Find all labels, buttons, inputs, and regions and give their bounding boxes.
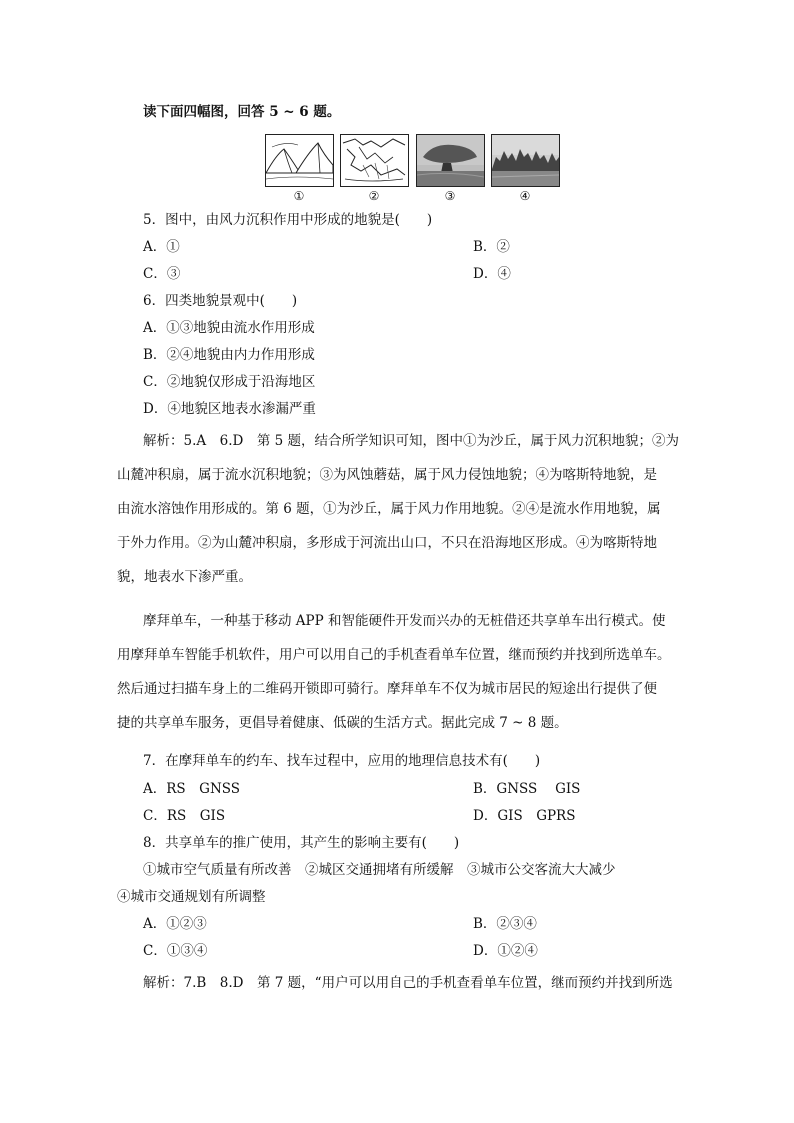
figure-1-sand-dunes bbox=[265, 134, 334, 187]
q6-option-b: B．②④地貌由内力作用形成 bbox=[143, 347, 315, 363]
figure-2-alluvial-fan bbox=[340, 134, 409, 187]
q8-option-b: B．②③④ bbox=[473, 916, 537, 932]
figure-label-1: ① bbox=[293, 189, 305, 203]
answer-5-6-line-5: 貌，地表水下渗严重。 bbox=[117, 569, 252, 585]
passage-line-1: 摩拜单车，一种基于移动 APP 和智能硬件开发而兴办的无桩借还共享单车出行模式。使 bbox=[143, 613, 666, 629]
q6-option-d: D．④地貌区地表水渗漏严重 bbox=[143, 401, 316, 417]
q7-stem: 7．在摩拜单车的约车、找车过程中，应用的地理信息技术有( ) bbox=[143, 753, 541, 769]
q5-stem: 5．图中，由风力沉积作用中形成的地貌是( ) bbox=[143, 212, 433, 228]
passage-line-3: 然后通过扫描车身上的二维码开锁即可骑行。摩拜单车不仅为城市居民的短途出行提供了便 bbox=[117, 681, 657, 697]
figure-label-3: ③ bbox=[444, 189, 456, 203]
q7-option-b: B．GNSS GIS bbox=[473, 781, 581, 797]
figure-4-karst bbox=[491, 134, 560, 187]
q8-items-line-1: ①城市空气质量有所改善 ②城区交通拥堵有所缓解 ③城市公交客流大大减少 bbox=[143, 862, 616, 878]
q5-option-c: C．③ bbox=[143, 266, 181, 282]
answer-5-6-line-4: 于外力作用。②为山麓冲积扇，多形成于河流出山口，不只在沿海地区形成。④为喀斯特地 bbox=[117, 535, 657, 551]
q7-option-d: D．GIS GPRS bbox=[473, 808, 576, 824]
q6-option-a: A．①③地貌由流水作用形成 bbox=[143, 320, 315, 336]
figure-label-2: ② bbox=[368, 189, 380, 203]
answer-5-6-line-2: 山麓冲积扇，属于流水沉积地貌；③为风蚀蘑菇，属于风力侵蚀地貌；④为喀斯特地貌，是 bbox=[117, 467, 657, 483]
figure-3-mushroom-rock bbox=[416, 134, 485, 187]
q5-option-b: B．② bbox=[473, 239, 510, 255]
q8-option-c: C．①③④ bbox=[143, 943, 208, 959]
q6-option-c: C．②地貌仅形成于沿海地区 bbox=[143, 374, 316, 390]
answer-7-8-line-1: 解析：7.B 8.D 第 7 题，“用户可以用自己的手机查看单车位置，继而预约并找到所选 bbox=[143, 975, 673, 991]
answer-5-6-line-3: 由流水溶蚀作用形成的。第 6 题，①为沙丘，属于风力作用地貌。②④是流水作用地貌，属 bbox=[117, 501, 661, 517]
q5-option-d: D．④ bbox=[473, 266, 511, 282]
q7-option-c: C．RS GIS bbox=[143, 808, 226, 824]
figure-label-4: ④ bbox=[519, 189, 531, 203]
q8-stem: 8．共享单车的推广使用，其产生的影响主要有( ) bbox=[143, 835, 460, 851]
intro-text: 读下面四幅图，回答 5 ~ 6 题。 bbox=[143, 104, 341, 120]
q5-option-a: A．① bbox=[143, 239, 180, 255]
q6-stem: 6．四类地貌景观中( ) bbox=[143, 293, 298, 309]
q7-option-a: A．RS GNSS bbox=[143, 781, 241, 797]
answer-5-6-line-1: 解析：5.A 6.D 第 5 题，结合所学知识可知，图中①为沙丘，属于风力沉积地貌；②为 bbox=[143, 433, 680, 449]
q8-option-d: D．①②④ bbox=[473, 943, 538, 959]
passage-line-2: 用摩拜单车智能手机软件，用户可以用自己的手机查看单车位置，继而预约并找到所选单车。 bbox=[117, 647, 671, 663]
passage-line-4: 捷的共享单车服务，更倡导着健康、低碳的生活方式。据此完成 7 ~ 8 题。 bbox=[117, 715, 568, 731]
q8-option-a: A．①②③ bbox=[143, 916, 207, 932]
q8-items-line-2: ④城市交通规划有所调整 bbox=[117, 889, 266, 905]
